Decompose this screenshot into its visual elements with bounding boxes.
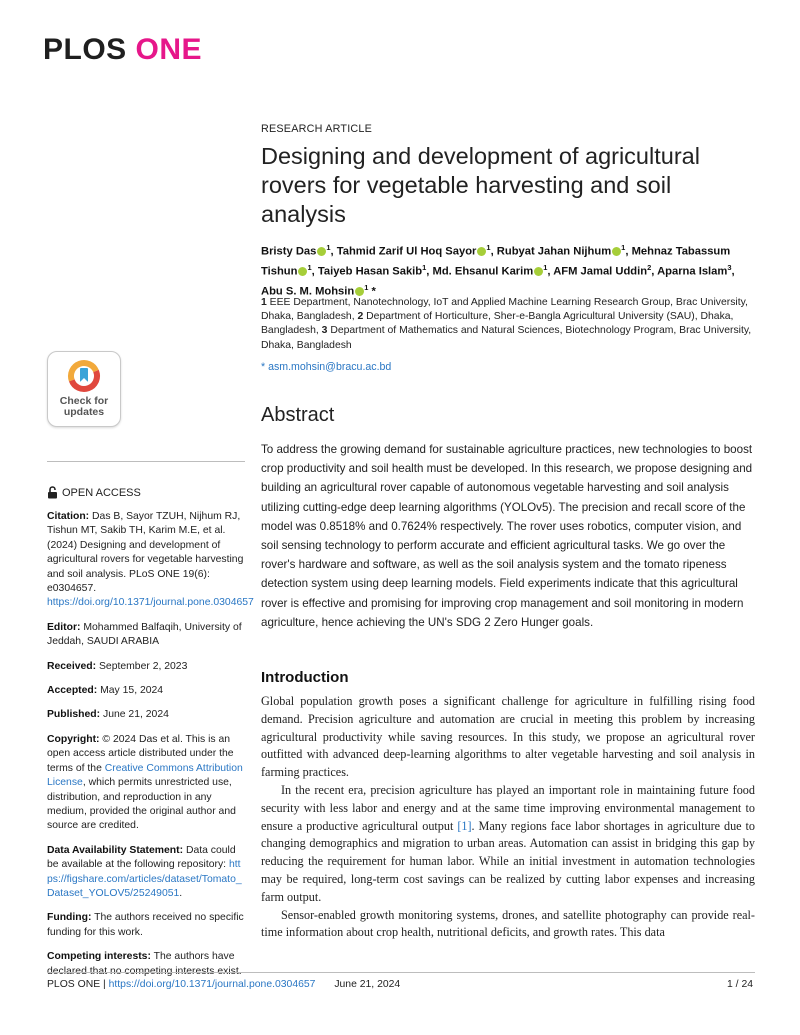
sidebar-divider [47,461,245,462]
abstract-text: To address the growing demand for sustainable agriculture practices, new technologies to boost crop productivity and soil health must be developed. In this research, we propose designing and building an agricultural rover capable of autonomous vegetable harvesting and soil analysis utilizing cutting-edge deep learning algorithms (YOLOv5). The precision and recall score of the model was 0.8518% and 0.7624% respectively. The rover uses robotics, computer vision, and soil sensing technology to perform accurate and efficient agricultural tasks. We go over the rover's hardware and software, as well as the soil analysis system and the tomato ripeness detection system using deep learning models. Field experiments indicate that this agricultural rover is effective and promising for improving crop management and soil monitoring in modern agriculture, hence achieving the UN's SDG 2 Zero Hunger goals. [261,443,753,629]
published-date: Published: June 21, 2024 [47,709,169,721]
editor: Editor: Mohammed Balfaqih, University of Jeddah, SAUDI ARABIA [47,621,242,648]
footer-divider [47,972,755,973]
funding: Funding: The authors received no specific funding for this work. [47,912,244,938]
footer-journal: PLOS ONE | [47,979,106,990]
data-availability: Data Availability Statement: Data could be available at the following repository: https://figshare.com/articles/dataset/Tomato_Dataset_YOLOV5/25249051. [47,844,242,899]
article-type: RESEARCH ARTICLE [261,123,372,135]
accepted-date: Accepted: May 15, 2024 [47,685,164,697]
paragraph: In the recent era, precision agriculture has played an important role in maintaining future food security with less labor and energy and at the same time improving environmental management to ensure a productive agricultural output [1]. Many regions face labor shortages in agriculture due to changing demographics and migration to urban areas. Automation can assist in bridging this gap by reducing the requirement for human labor. While an initial investment in automation technologies may be required, long-term cost savings can be realized by cutting labor expenses and increasing farm output. [261,782,756,904]
open-lock-icon [47,486,58,499]
article-metadata [47,510,254,989]
author[interactable]: Taiyeb Hasan Sakib [317,265,423,278]
citation-doi-link[interactable]: https://doi.org/10.1371/journal.pone.0304657 [47,597,254,609]
badge-line1: Check for [59,395,109,407]
author[interactable]: Aparna Islam [657,265,728,278]
introduction-heading: Introduction [261,669,349,686]
footer-date: June 21, 2024 [334,979,401,990]
check-for-updates-badge[interactable] [47,351,121,427]
dataset-link[interactable]: https://figshare.com/articles/dataset/Tomato_Dataset_YOLOV5/25249051 [47,859,242,899]
page-footer [47,979,400,990]
author-list: Bristy Das $^1$, Tahmid Zarif Ul Hoq Sayor $^1$, Rubyat Jahan Nijhum $^1$, Mehnaz Tabassum Tishun $^1$, Taiyeb Hasan Sakib$^1$, Md. Ehsanul Karim $^1$, AFM Jamal Uddin$^2$, Aparna Islam$^3$, Abu S. M. Mohsin $^1$ * [261,243,735,299]
orcid-icon[interactable] [612,247,621,256]
author[interactable]: Tahmid Zarif Ul Hoq Sayor [336,245,477,258]
citation: Citation: Das B, Sayor TZUH, Nijhum RJ, Tishun MT, Sakib TH, Karim M.E, et al. (2024) Designing and development of agricultural rovers for vegetable harvesting and soil analysis. PLoS ONE 19(6): e0304657. https://doi.org/10.1371/journal.pone.0304657 [47,511,254,609]
badge-line2: updates [63,406,105,418]
page-number: 1 / 24 [727,979,753,990]
license-link[interactable]: Creative Commons Attribution License [47,762,243,789]
open-access-label [47,486,141,499]
author[interactable]: AFM Jamal Uddin [553,265,648,278]
logo-one: ONE [135,33,203,66]
orcid-icon[interactable] [355,287,364,296]
corresponding-email: * asm.mohsin@bracu.ac.bd [261,361,392,373]
open-access-text: OPEN ACCESS [62,486,141,499]
author[interactable]: Md. Ehsanul Karim [432,265,534,278]
logo-plos: PLOS [43,33,127,66]
author[interactable]: Abu S. M. Mohsin [261,286,355,299]
affiliations: 1 EEE Department, Nanotechnology, IoT and Applied Machine Learning Research Group, Brac University, Dhaka, Bangladesh, 2 Department of Horticulture, Sher-e-Bangla Agricultural University (SAU), Dhaka, Bangladesh, 3 Department of Mathematics and Natural Sciences, Biotechnology Program, Brac University, Dhaka, Bangladesh [261,297,752,351]
copyright: Copyright: © 2024 Das et al. This is an open access article distributed under the terms of the Creative Commons Attribution License, which permits unrestricted use, distribution, and reproduction in any medium, provided the original author and source are credited. [47,733,243,832]
badge-text [48,396,120,418]
competing-interests: Competing interests: The authors have [47,951,235,963]
email-link[interactable]: asm.mohsin@bracu.ac.bd [268,361,392,373]
abstract-heading: Abstract [261,404,335,426]
received-date: Received: September 2, 2023 [47,660,188,672]
corresponding-mark: * [371,286,376,299]
author[interactable]: Rubyat Jahan Nijhum [496,245,612,258]
paragraph: Sensor-enabled growth monitoring systems, drones, and satellite photography can provide real-time information about crop health, nutritional deficits, and growth rates. This data [261,907,755,940]
author[interactable]: Mehnaz Tabassum Tishun [261,245,731,278]
introduction-body [261,693,755,942]
article-title: Designing and development of agricultural rovers for vegetable harvesting and soil analysis [261,143,700,227]
footer-doi-link[interactable]: https://doi.org/10.1371/journal.pone.0304657 [108,979,316,990]
crossmark-icon [67,359,101,393]
reference-link[interactable]: [1] [457,818,472,833]
author[interactable]: Bristy Das [261,245,317,258]
orcid-icon[interactable] [317,247,326,256]
journal-logo [43,33,202,67]
paragraph: Global population growth poses a significant challenge for agriculture in fulfilling rising food demand. Precision agriculture and automation are crucial in meeting this problem by increasing agricultural productivity while saving resources. In this study, we propose an agricultural rover outfitted with advanced deep-learning algorithms to alter vegetable harvesting and soil analysis in farming practices. [261,694,755,780]
orcid-icon[interactable] [534,267,543,276]
